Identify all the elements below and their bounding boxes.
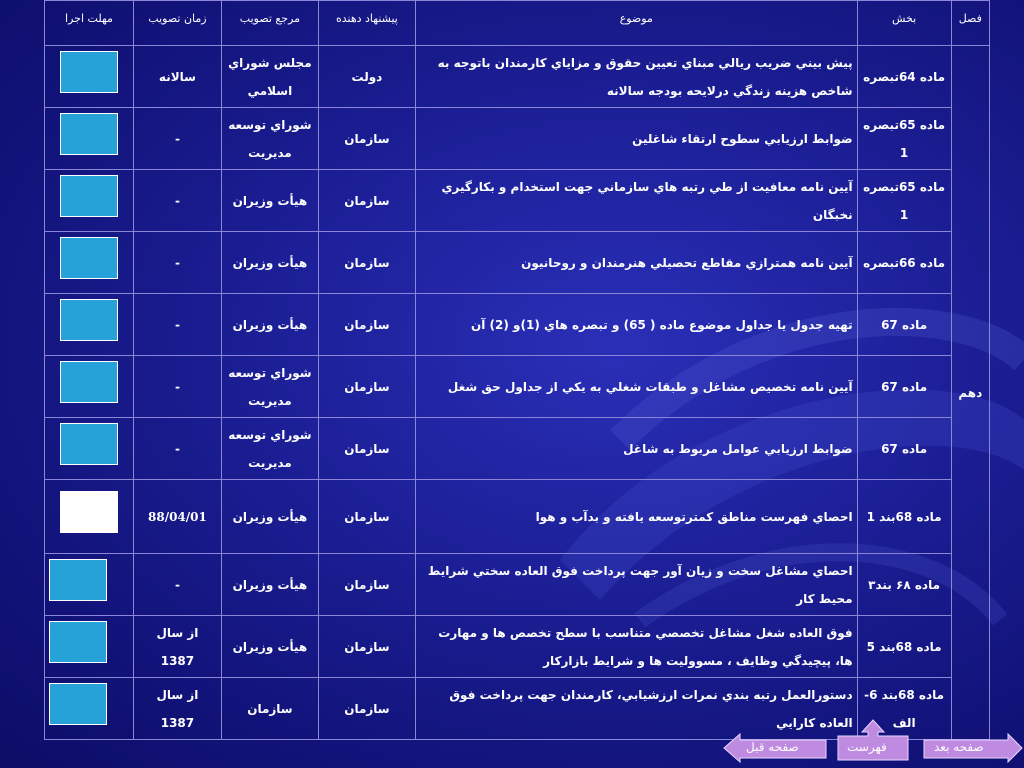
- deadline-cell: [45, 678, 134, 740]
- subject-cell: تهيه جدول يا جداول موضوع ماده ( 65) و تبصره هاي (1)و (2) آن: [415, 294, 857, 356]
- deadline-link-box[interactable]: [60, 51, 118, 93]
- authority-cell: هيأت وزيران: [221, 554, 318, 616]
- section-cell: ماده 67: [857, 418, 951, 480]
- table-row: [45, 480, 990, 554]
- section-cell: ماده 65تبصره 1: [857, 108, 951, 170]
- subject-cell: آيين نامه معافيت از طي رتبه هاي سازماني جهت استخدام و بكارگيري نخبگان: [415, 170, 857, 232]
- proposer-cell: سازمان: [318, 108, 415, 170]
- deadline-link-box[interactable]: [60, 491, 118, 533]
- section-cell: ماده 67: [857, 294, 951, 356]
- authority-cell: هيأت وزيران: [221, 170, 318, 232]
- deadline-cell: [45, 108, 134, 170]
- subject-cell: آيين نامه همترازي مقاطع تحصيلي هنرمندان و روحانيون: [415, 232, 857, 294]
- approval-time-cell: -: [133, 356, 221, 418]
- authority-cell: هيأت وزيران: [221, 294, 318, 356]
- table-row: [45, 554, 990, 616]
- proposer-cell: سازمان: [318, 356, 415, 418]
- deadline-link-box[interactable]: [60, 175, 118, 217]
- index-label[interactable]: فهرست: [847, 740, 887, 754]
- approval-time-cell: -: [133, 418, 221, 480]
- header-approval-time: زمان تصويب: [133, 1, 221, 46]
- authority-cell: شوراي توسعه مديريت: [221, 356, 318, 418]
- authority-cell: هيأت وزيران: [221, 616, 318, 678]
- header-deadline: مهلت اجرا: [45, 1, 134, 46]
- subject-cell: احصاي مشاغل سخت و زيان آور جهت پرداخت فوق العاده سختي شرايط محيط كار: [415, 554, 857, 616]
- deadline-link-box[interactable]: [60, 237, 118, 279]
- deadline-cell: [45, 554, 134, 616]
- deadline-link-box[interactable]: [60, 299, 118, 341]
- header-subject: موضوع: [415, 1, 857, 46]
- approval-time-cell: 88/04/01: [133, 480, 221, 554]
- header-chapter: فصل: [951, 1, 989, 46]
- table-row: [45, 294, 990, 356]
- deadline-link-box[interactable]: [49, 683, 107, 725]
- proposer-cell: سازمان: [318, 170, 415, 232]
- table-row: [45, 170, 990, 232]
- approval-time-cell: -: [133, 554, 221, 616]
- subject-cell: دستورالعمل رتبه بندي نمرات ارزشيابي، كارمندان جهت پرداخت فوق العاده كارايي: [415, 678, 857, 740]
- subject-cell: آيين نامه تخصيص مشاغل و طبقات شغلي به يكي از جداول حق شغل: [415, 356, 857, 418]
- decree-table: [44, 0, 990, 740]
- proposer-cell: دولت: [318, 46, 415, 108]
- authority-cell: سازمان: [221, 678, 318, 740]
- section-cell: ماده 68بند 5: [857, 616, 951, 678]
- deadline-cell: [45, 170, 134, 232]
- section-cell: ماده 64تبصره: [857, 46, 951, 108]
- header-proposer: پيشنهاد دهنده: [318, 1, 415, 46]
- proposer-cell: سازمان: [318, 554, 415, 616]
- section-cell: ماده 68بند 1: [857, 480, 951, 554]
- next-page-label[interactable]: صفحه بعد: [934, 740, 984, 754]
- approval-time-cell: -: [133, 170, 221, 232]
- deadline-cell: [45, 480, 134, 554]
- proposer-cell: سازمان: [318, 418, 415, 480]
- deadline-link-box[interactable]: [49, 621, 107, 663]
- approval-time-cell: سالانه: [133, 46, 221, 108]
- table-row: [45, 616, 990, 678]
- chapter-cell: دهم: [951, 46, 989, 740]
- table-row: [45, 232, 990, 294]
- subject-cell: احصاي فهرست مناطق كمترتوسعه يافته و بدآب و هوا: [415, 480, 857, 554]
- deadline-cell: [45, 418, 134, 480]
- table-row: [45, 46, 990, 108]
- authority-cell: مجلس شوراي اسلامي: [221, 46, 318, 108]
- header-row: [45, 1, 990, 46]
- subject-cell: فوق العاده شغل مشاغل تخصصي متناسب با سطح تخصص ها و مهارت ها، پيچيدگي وظايف ، مسووليت ها و شرايط بازاركار: [415, 616, 857, 678]
- prev-page-label[interactable]: صفحه قبل: [746, 740, 799, 754]
- deadline-cell: [45, 616, 134, 678]
- authority-cell: شوراي توسعه مديريت: [221, 108, 318, 170]
- section-cell: ماده 66تبصره: [857, 232, 951, 294]
- header-section: بخش: [857, 1, 951, 46]
- subject-cell: ضوابط ارزيابي سطوح ارتقاء شاغلين: [415, 108, 857, 170]
- proposer-cell: سازمان: [318, 232, 415, 294]
- subject-cell: ضوابط ارزيابي عوامل مربوط به شاغل: [415, 418, 857, 480]
- authority-cell: هيأت وزيران: [221, 480, 318, 554]
- deadline-cell: [45, 294, 134, 356]
- deadline-cell: [45, 356, 134, 418]
- table-row: [45, 356, 990, 418]
- deadline-cell: [45, 232, 134, 294]
- section-cell: ماده ۶۸ بند۳: [857, 554, 951, 616]
- deadline-link-box[interactable]: [49, 559, 107, 601]
- authority-cell: شوراي توسعه مديريت: [221, 418, 318, 480]
- approval-time-cell: -: [133, 232, 221, 294]
- proposer-cell: سازمان: [318, 616, 415, 678]
- deadline-link-box[interactable]: [60, 361, 118, 403]
- deadline-cell: [45, 46, 134, 108]
- approval-time-cell: از سال 1387: [133, 678, 221, 740]
- proposer-cell: سازمان: [318, 678, 415, 740]
- proposer-cell: سازمان: [318, 480, 415, 554]
- section-cell: ماده 67: [857, 356, 951, 418]
- section-cell: ماده 65تبصره 1: [857, 170, 951, 232]
- approval-time-cell: -: [133, 108, 221, 170]
- table-row: [45, 108, 990, 170]
- table-row: [45, 418, 990, 480]
- deadline-link-box[interactable]: [60, 423, 118, 465]
- approval-time-cell: از سال 1387: [133, 616, 221, 678]
- deadline-link-box[interactable]: [60, 113, 118, 155]
- authority-cell: هيأت وزيران: [221, 232, 318, 294]
- proposer-cell: سازمان: [318, 294, 415, 356]
- subject-cell: پيش بيني ضريب ريالي مبناي تعيين حقوق و مزاياي كارمندان باتوجه به شاخص هزينه زندگي درلايحه بودجه سالانه: [415, 46, 857, 108]
- approval-time-cell: -: [133, 294, 221, 356]
- section-cell: ماده 68بند 6-الف: [857, 678, 951, 740]
- header-authority: مرجع تصويب: [221, 1, 318, 46]
